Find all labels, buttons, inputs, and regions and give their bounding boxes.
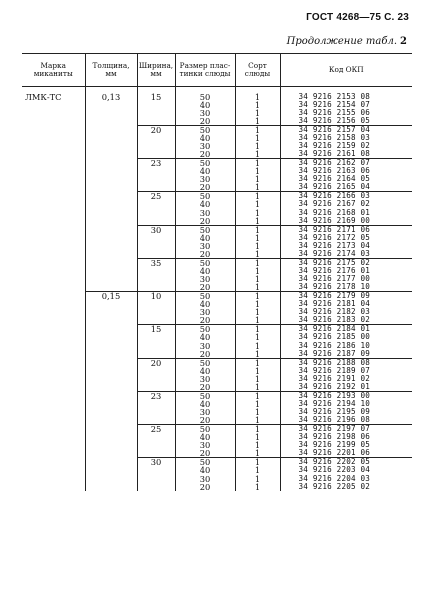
cell-sort: 1 [235, 316, 280, 325]
cell-size: 30 [175, 175, 235, 183]
cell-size: 30 [175, 441, 235, 449]
cell-size: 50 [175, 292, 235, 301]
cell-width [137, 267, 175, 275]
cell-code: 34 9216 2174 03 [280, 250, 412, 259]
cell-size: 50 [175, 458, 235, 467]
cell-sort: 1 [235, 275, 280, 283]
cell-code: 34 9216 2172 05 [280, 234, 412, 242]
table-row [22, 483, 412, 491]
table-header-row [22, 54, 412, 87]
cell-thickness [85, 150, 137, 159]
cell-sort: 1 [235, 167, 280, 175]
cell-size: 20 [175, 350, 235, 359]
cell-code: 34 9216 2186 10 [280, 342, 412, 350]
cell-width [137, 175, 175, 183]
cell-width: 23 [137, 391, 175, 400]
cell-size: 40 [175, 200, 235, 208]
cell-marka [22, 258, 85, 267]
cell-code: 34 9216 2196 08 [280, 416, 412, 425]
cell-width [137, 200, 175, 208]
mica-codes-table [22, 53, 412, 491]
cell-sort: 1 [235, 183, 280, 192]
cell-sort: 1 [235, 367, 280, 375]
cell-code: 34 9216 2198 06 [280, 433, 412, 441]
cell-width [137, 275, 175, 283]
cell-code: 34 9216 2195 09 [280, 408, 412, 416]
cell-code: 34 9216 2171 06 [280, 225, 412, 234]
cell-marka [22, 242, 85, 250]
cell-code: 34 9216 2154 07 [280, 101, 412, 109]
caption-text: Продолжение табл. [286, 36, 398, 47]
cell-code: 34 9216 2202 05 [280, 458, 412, 467]
cell-marka [22, 134, 85, 142]
cell-sort: 1 [235, 258, 280, 267]
cell-marka [22, 217, 85, 226]
cell-marka [22, 367, 85, 375]
cell-width [137, 466, 175, 474]
cell-code: 34 9216 2205 02 [280, 483, 412, 491]
cell-code: 34 9216 2187 09 [280, 350, 412, 359]
cell-code: 34 9216 2167 02 [280, 200, 412, 208]
cell-code: 34 9216 2161 08 [280, 150, 412, 159]
cell-sort: 1 [235, 441, 280, 449]
cell-code: 34 9216 2157 04 [280, 125, 412, 134]
cell-size: 30 [175, 142, 235, 150]
cell-size: 50 [175, 325, 235, 334]
cell-width: 25 [137, 192, 175, 201]
cell-width [137, 142, 175, 150]
cell-code: 34 9216 2203 04 [280, 466, 412, 474]
cell-size: 40 [175, 300, 235, 308]
cell-sort: 1 [235, 267, 280, 275]
cell-marka [22, 383, 85, 392]
cell-code: 34 9216 2168 01 [280, 209, 412, 217]
cell-thickness [85, 134, 137, 142]
cell-code: 34 9216 2182 03 [280, 308, 412, 316]
cell-thickness [85, 466, 137, 474]
cell-marka [22, 308, 85, 316]
cell-size: 50 [175, 225, 235, 234]
cell-marka [22, 391, 85, 400]
cell-width: 15 [137, 93, 175, 101]
cell-thickness [85, 192, 137, 201]
cell-size: 30 [175, 109, 235, 117]
cell-width: 30 [137, 458, 175, 467]
cell-size: 40 [175, 267, 235, 275]
cell-code: 34 9216 2189 07 [280, 367, 412, 375]
cell-marka [22, 275, 85, 283]
cell-code: 34 9216 2175 02 [280, 258, 412, 267]
cell-code: 34 9216 2201 06 [280, 449, 412, 458]
cell-sort: 1 [235, 391, 280, 400]
cell-marka [22, 433, 85, 441]
cell-marka [22, 142, 85, 150]
cell-sort: 1 [235, 433, 280, 441]
cell-code: 34 9216 2178 10 [280, 283, 412, 292]
cell-thickness [85, 475, 137, 483]
cell-thickness [85, 250, 137, 259]
cell-sort: 1 [235, 425, 280, 434]
cell-marka [22, 109, 85, 117]
cell-thickness [85, 458, 137, 467]
cell-thickness [85, 333, 137, 341]
cell-size: 50 [175, 258, 235, 267]
header-sort: Сорт слюды [235, 54, 280, 87]
cell-width [137, 242, 175, 250]
cell-thickness [85, 175, 137, 183]
cell-marka [22, 375, 85, 383]
cell-width: 20 [137, 125, 175, 134]
cell-sort: 1 [235, 466, 280, 474]
cell-marka [22, 300, 85, 308]
cell-width: 20 [137, 358, 175, 367]
cell-width: 10 [137, 292, 175, 301]
cell-sort: 1 [235, 93, 280, 101]
cell-size: 50 [175, 391, 235, 400]
cell-marka [22, 250, 85, 259]
cell-thickness [85, 367, 137, 375]
cell-thickness [85, 300, 137, 308]
cell-sort: 1 [235, 109, 280, 117]
cell-marka [22, 316, 85, 325]
cell-marka [22, 292, 85, 301]
cell-size: 50 [175, 358, 235, 367]
cell-size: 30 [175, 375, 235, 383]
cell-size: 30 [175, 308, 235, 316]
cell-width: 23 [137, 159, 175, 168]
cell-thickness [85, 483, 137, 491]
cell-sort: 1 [235, 142, 280, 150]
cell-code: 34 9216 2158 03 [280, 134, 412, 142]
cell-marka [22, 441, 85, 449]
cell-code: 34 9216 2192 01 [280, 383, 412, 392]
cell-thickness [85, 358, 137, 367]
cell-code: 34 9216 2155 06 [280, 109, 412, 117]
cell-code: 34 9216 2166 03 [280, 192, 412, 201]
header-size: Размер плас-тинки слюды [175, 54, 235, 87]
cell-size: 30 [175, 408, 235, 416]
cell-code: 34 9216 2176 01 [280, 267, 412, 275]
cell-thickness: 0,15 [85, 292, 137, 301]
cell-size: 20 [175, 183, 235, 192]
cell-code: 34 9216 2191 02 [280, 375, 412, 383]
cell-thickness [85, 441, 137, 449]
cell-thickness [85, 117, 137, 126]
cell-size: 40 [175, 333, 235, 341]
cell-sort: 1 [235, 333, 280, 341]
table-caption [287, 36, 407, 47]
cell-width [137, 234, 175, 242]
cell-marka [22, 150, 85, 159]
cell-size: 40 [175, 167, 235, 175]
cell-thickness [85, 258, 137, 267]
cell-code: 34 9216 2163 06 [280, 167, 412, 175]
cell-width: 30 [137, 225, 175, 234]
cell-marka [22, 167, 85, 175]
cell-sort: 1 [235, 416, 280, 425]
cell-size: 50 [175, 125, 235, 134]
cell-sort: 1 [235, 117, 280, 126]
cell-thickness [85, 325, 137, 334]
cell-width [137, 483, 175, 491]
cell-thickness [85, 242, 137, 250]
cell-marka [22, 342, 85, 350]
cell-size: 50 [175, 159, 235, 168]
cell-marka [22, 267, 85, 275]
cell-sort: 1 [235, 292, 280, 301]
table-body [22, 87, 412, 491]
cell-thickness [85, 200, 137, 208]
cell-thickness [85, 350, 137, 359]
cell-thickness [85, 234, 137, 242]
cell-size: 40 [175, 367, 235, 375]
cell-size: 20 [175, 217, 235, 226]
cell-width [137, 167, 175, 175]
cell-sort: 1 [235, 134, 280, 142]
cell-thickness [85, 101, 137, 109]
cell-thickness [85, 225, 137, 234]
cell-thickness [85, 391, 137, 400]
cell-size: 40 [175, 134, 235, 142]
cell-marka [22, 483, 85, 491]
cell-code: 34 9216 2162 07 [280, 159, 412, 168]
cell-thickness [85, 142, 137, 150]
cell-marka [22, 416, 85, 425]
cell-sort: 1 [235, 400, 280, 408]
cell-thickness [85, 159, 137, 168]
cell-marka: ЛМК-ТС [25, 91, 62, 102]
cell-size: 40 [175, 400, 235, 408]
header-width: Ширина, мм [137, 54, 175, 87]
cell-width [137, 308, 175, 316]
cell-sort: 1 [235, 200, 280, 208]
cell-size: 30 [175, 342, 235, 350]
cell-marka [22, 117, 85, 126]
table-row [22, 217, 412, 226]
cell-sort: 1 [235, 150, 280, 159]
cell-width: 25 [137, 425, 175, 434]
cell-width [137, 209, 175, 217]
cell-width [137, 109, 175, 117]
cell-code: 34 9216 2165 04 [280, 183, 412, 192]
cell-sort: 1 [235, 175, 280, 183]
cell-sort: 1 [235, 375, 280, 383]
cell-size: 20 [175, 483, 235, 491]
cell-width [137, 475, 175, 483]
cell-sort: 1 [235, 125, 280, 134]
cell-size: 50 [175, 425, 235, 434]
cell-code: 34 9216 2194 10 [280, 400, 412, 408]
cell-thickness [85, 267, 137, 275]
cell-marka [22, 449, 85, 458]
cell-size: 40 [175, 466, 235, 474]
cell-size: 30 [175, 209, 235, 217]
cell-size: 20 [175, 283, 235, 292]
cell-marka [22, 125, 85, 134]
cell-marka [22, 200, 85, 208]
cell-thickness [85, 400, 137, 408]
cell-size: 20 [175, 383, 235, 392]
cell-code: 34 9216 2193 00 [280, 391, 412, 400]
cell-code: 34 9216 2183 02 [280, 316, 412, 325]
cell-sort: 1 [235, 300, 280, 308]
cell-code: 34 9216 2164 05 [280, 175, 412, 183]
cell-width [137, 300, 175, 308]
cell-marka [22, 209, 85, 217]
cell-thickness [85, 433, 137, 441]
cell-marka [22, 458, 85, 467]
cell-marka [22, 350, 85, 359]
cell-thickness [85, 209, 137, 217]
cell-sort: 1 [235, 358, 280, 367]
cell-marka [22, 358, 85, 367]
cell-thickness [85, 308, 137, 316]
cell-marka [22, 425, 85, 434]
cell-sort: 1 [235, 283, 280, 292]
cell-thickness [85, 316, 137, 325]
cell-marka [22, 283, 85, 292]
cell-size: 20 [175, 449, 235, 458]
cell-width: 15 [137, 325, 175, 334]
header-thickness: Толщина, мм [85, 54, 137, 87]
cell-sort: 1 [235, 483, 280, 491]
cell-sort: 1 [235, 250, 280, 259]
cell-thickness [85, 167, 137, 175]
cell-sort: 1 [235, 342, 280, 350]
cell-sort: 1 [235, 192, 280, 201]
header-code: Код ОКП [280, 54, 412, 87]
cell-size: 30 [175, 275, 235, 283]
header-marka: Марка миканиты [22, 54, 85, 87]
cell-marka [22, 466, 85, 474]
cell-sort: 1 [235, 449, 280, 458]
cell-size: 30 [175, 475, 235, 483]
cell-thickness [85, 275, 137, 283]
cell-thickness [85, 342, 137, 350]
cell-marka [22, 333, 85, 341]
cell-code: 34 9216 2199 05 [280, 441, 412, 449]
cell-code: 34 9216 2181 04 [280, 300, 412, 308]
cell-width [137, 433, 175, 441]
cell-sort: 1 [235, 408, 280, 416]
cell-size: 50 [175, 93, 235, 101]
cell-code: 34 9216 2159 02 [280, 142, 412, 150]
cell-sort: 1 [235, 242, 280, 250]
cell-width [137, 101, 175, 109]
cell-marka [22, 475, 85, 483]
cell-sort: 1 [235, 101, 280, 109]
cell-thickness [85, 383, 137, 392]
cell-code: 34 9216 2179 09 [280, 292, 412, 301]
cell-size: 30 [175, 242, 235, 250]
cell-sort: 1 [235, 209, 280, 217]
cell-sort: 1 [235, 475, 280, 483]
cell-code: 34 9216 2197 07 [280, 425, 412, 434]
cell-size: 20 [175, 416, 235, 425]
cell-thickness [85, 375, 137, 383]
cell-size: 20 [175, 316, 235, 325]
cell-size: 20 [175, 117, 235, 126]
cell-marka [22, 192, 85, 201]
cell-code: 34 9216 2177 00 [280, 275, 412, 283]
cell-thickness [85, 109, 137, 117]
cell-width [137, 408, 175, 416]
cell-width [137, 134, 175, 142]
cell-thickness [85, 416, 137, 425]
cell-width [137, 342, 175, 350]
cell-code: 34 9216 2169 00 [280, 217, 412, 226]
cell-thickness: 0,13 [85, 93, 137, 101]
table-row [22, 350, 412, 359]
cell-sort: 1 [235, 308, 280, 316]
cell-marka [22, 325, 85, 334]
cell-width [137, 441, 175, 449]
cell-marka [22, 101, 85, 109]
cell-sort: 1 [235, 159, 280, 168]
cell-size: 20 [175, 150, 235, 159]
cell-thickness [85, 125, 137, 134]
cell-size: 40 [175, 234, 235, 242]
cell-thickness [85, 183, 137, 192]
caption-table-number: 2 [400, 36, 407, 47]
cell-sort: 1 [235, 383, 280, 392]
cell-code: 34 9216 2188 08 [280, 358, 412, 367]
cell-marka [22, 234, 85, 242]
page-number: С. 23 [384, 12, 409, 23]
cell-code: 34 9216 2204 03 [280, 475, 412, 483]
cell-marka [22, 183, 85, 192]
cell-sort: 1 [235, 350, 280, 359]
cell-width [137, 375, 175, 383]
cell-code: 34 9216 2173 04 [280, 242, 412, 250]
cell-sort: 1 [235, 325, 280, 334]
cell-thickness [85, 425, 137, 434]
cell-thickness [85, 217, 137, 226]
cell-marka [22, 408, 85, 416]
cell-width [137, 367, 175, 375]
cell-size: 40 [175, 433, 235, 441]
cell-width [137, 400, 175, 408]
cell-width [137, 350, 175, 359]
cell-marka [22, 175, 85, 183]
cell-width [137, 333, 175, 341]
page-header [306, 12, 409, 23]
cell-code: 34 9216 2156 05 [280, 117, 412, 126]
cell-thickness [85, 449, 137, 458]
cell-size: 50 [175, 192, 235, 201]
cell-thickness [85, 408, 137, 416]
cell-size: 20 [175, 250, 235, 259]
cell-sort: 1 [235, 225, 280, 234]
cell-marka [22, 400, 85, 408]
cell-code: 34 9216 2153 08 [280, 93, 412, 101]
cell-code: 34 9216 2185 00 [280, 333, 412, 341]
cell-size: 40 [175, 101, 235, 109]
standard-number: ГОСТ 4268—75 [306, 12, 382, 23]
cell-sort: 1 [235, 458, 280, 467]
cell-marka [22, 159, 85, 168]
cell-code: 34 9216 2184 01 [280, 325, 412, 334]
cell-width [137, 217, 175, 226]
cell-marka [22, 225, 85, 234]
cell-sort: 1 [235, 217, 280, 226]
cell-sort: 1 [235, 234, 280, 242]
cell-width: 35 [137, 258, 175, 267]
